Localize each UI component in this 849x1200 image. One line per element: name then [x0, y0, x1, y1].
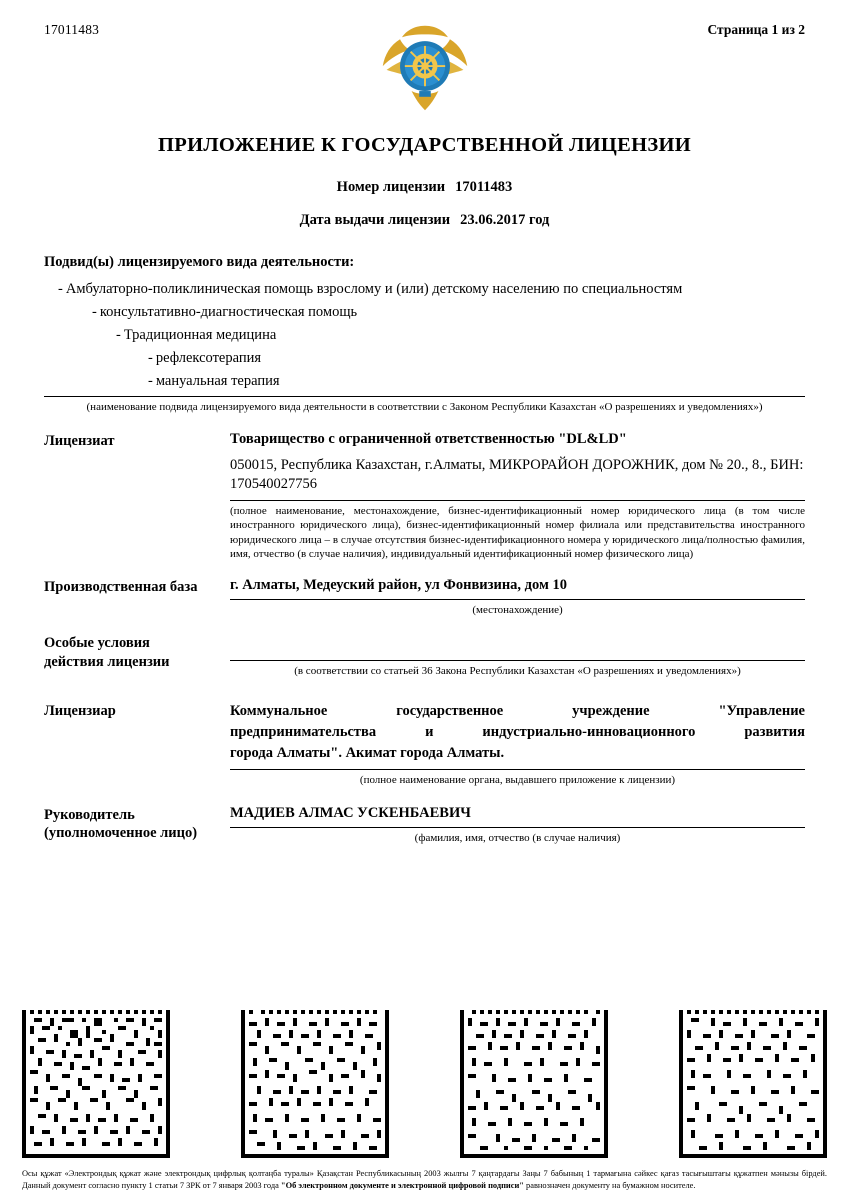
datamatrix-4-icon	[679, 1010, 827, 1158]
licensor-caption: (полное наименование органа, выдавшего приложение к лицензии)	[359, 773, 676, 786]
special-terms-caption: (в соответствии со статьей 36 Закона Республики Казахстан «О разрешениях и уведомлениях»)	[294, 665, 741, 678]
license-number-value: 17011483	[455, 179, 513, 195]
licensor-line2: предпринимательства и индустриально-инновационного развития	[230, 723, 805, 740]
datamatrix-1-icon	[22, 1010, 170, 1158]
subtype-label: рефлексотерапия	[155, 350, 262, 366]
subtype-label: Амбулаторно-поликлиническая помощь взрослому и (или) детскому населению по специальностям	[65, 281, 683, 297]
special-terms-label-line1: Особые условия	[44, 635, 150, 652]
subtype-label: консультативно-диагностическая помощь	[99, 304, 358, 320]
footer-text-part1: Осы құжат «Электрондық құжат және электрондық цифрлық қолтаңба туралы» Қазақстан Республикасының 2003 жылғы 7 қаңтардағы Заңы 7 бабының 1 тармағына сәйкес қағаз тасығыштағы құжатпен мәнызы бірдей. Данный документ согласно пункту 1 статьи 7 ЗРК от 7 января 2003 года	[22, 1169, 827, 1191]
licensee-label: Лицензиат	[44, 432, 115, 449]
head-value-wrap	[230, 805, 805, 845]
footer-note	[22, 1168, 827, 1192]
datamatrix-3-icon	[460, 1010, 608, 1158]
licensor-value-wrap	[230, 701, 805, 787]
production-base-caption: (местонахождение)	[472, 604, 563, 617]
license-date-value: 23.06.2017 год	[460, 212, 550, 228]
special-terms-label	[44, 633, 230, 678]
barcode-strip	[22, 1010, 827, 1158]
license-number-line	[44, 179, 805, 196]
list-item: - Традиционная медицина	[116, 327, 277, 343]
subtypes-list	[44, 281, 805, 390]
list-item: - мануальная терапия	[148, 373, 280, 389]
production-base-label: Производственная база	[44, 579, 198, 596]
licensor-label: Лицензиар	[44, 702, 116, 719]
page-counter: Страница 1 из 2	[707, 22, 805, 37]
page-title: ПРИЛОЖЕНИЕ К ГОСУДАРСТВЕННОЙ ЛИЦЕНЗИИ	[158, 134, 691, 156]
list-item: - Амбулаторно-поликлиническая помощь взрослому и (или) детскому населению по специальностям	[58, 281, 683, 297]
footer-text-bold: "Об электронном документе и электронной цифровой подписи"	[280, 1181, 524, 1191]
head-label-line2: (уполномоченное лицо)	[44, 825, 198, 842]
licensor-line1: Коммунальное государственное учреждение "Управление	[230, 702, 805, 719]
licensee-value	[230, 431, 805, 561]
list-item: - консультативно-диагностическая помощь	[92, 304, 358, 320]
licensor-line3: города Алматы". Акимат города Алматы.	[230, 744, 505, 761]
special-terms-value-wrap	[230, 633, 805, 678]
head-label-line1: Руководитель	[44, 807, 135, 824]
special-terms-field	[44, 633, 805, 678]
special-terms-label-line2: действия лицензии	[44, 653, 170, 670]
subtype-label: мануальная терапия	[155, 373, 280, 389]
licensor-field	[44, 701, 805, 787]
license-number-label: Номер лицензии	[336, 179, 446, 195]
subtypes-heading: Подвид(ы) лицензируемого вида деятельности:	[44, 254, 355, 270]
production-base-value-wrap	[230, 577, 805, 617]
license-date-line	[44, 212, 805, 229]
subtypes-caption: (наименование подвида лицензируемого вида деятельности в соответствии с Законом Республики Казахстан «О разрешениях и уведомлениях»)	[86, 401, 763, 413]
list-item: - рефлексотерапия	[148, 350, 262, 366]
head-name: МАДИЕВ АЛМАС УСКЕНБАЕВИЧ	[230, 805, 471, 822]
document-number: 17011483	[44, 22, 100, 37]
licensee-address: 050015, Республика Казахстан, г.Алматы, МИКРОРАЙОН ДОРОЖНИК, дом № 20., 8., БИН: 170540027756	[230, 456, 804, 493]
license-date-label: Дата выдачи лицензии	[299, 212, 451, 228]
head-caption: (фамилия, имя, отчество (в случае наличия)	[414, 832, 621, 845]
licensee-caption: (полное наименование, местонахождение, бизнес-идентификационный номер юридического лица (в том числе иностранного юридического лица), бизнес-идентификационный номер филиала или представительства иностранного юридического лица – в случае отсутствия бизнес-идентификационного номера у юридического лица/полностью фамилия, имя, отчество (в случае наличия), индивидуальный идентификационный номер физического лица)	[230, 504, 805, 560]
head-field	[44, 805, 805, 845]
licensee-name: Товарищество с ограниченной ответственностью "DL&LD"	[230, 430, 627, 447]
licensee-field	[44, 431, 805, 561]
production-base-field	[44, 577, 805, 617]
production-base-value: г. Алматы, Медеуский район, ул Фонвизина, дом 10	[230, 577, 567, 594]
subtype-label: Традиционная медицина	[123, 327, 277, 343]
footer-text-part2: равнозначен документу на бумажном носителе.	[523, 1181, 696, 1191]
head-label	[44, 805, 230, 845]
page-header	[44, 22, 805, 38]
datamatrix-2-icon	[241, 1010, 389, 1158]
